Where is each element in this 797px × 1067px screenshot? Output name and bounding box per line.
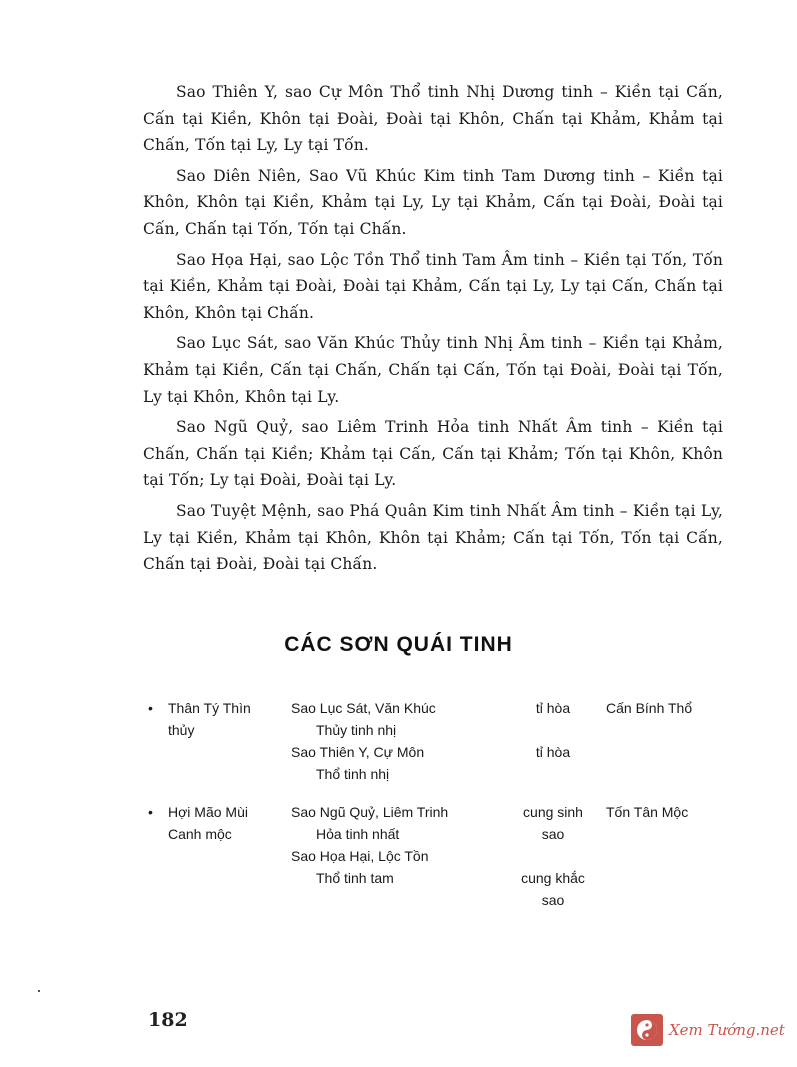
table-row xyxy=(148,801,728,921)
paragraph-hoa-hai: Sao Họa Hại, sao Lộc Tồn Thổ tinh Tam Âm tinh – Kiền tại Tốn, Tốn tại Kiền, Khảm tại Đoài, Đoài tại Khảm, Cấn tại Ly, Ly tại Cấn, Chấn tại Khôn, Khôn tại Chấn. xyxy=(143,250,723,322)
star-cell xyxy=(291,697,521,741)
mountain-cell xyxy=(148,801,288,845)
watermark-text: Xem Tướng.net xyxy=(669,1021,785,1039)
bullet: • xyxy=(148,804,153,820)
bullet: • xyxy=(148,700,153,716)
table-row xyxy=(148,697,728,807)
section-heading: CÁC SƠN QUÁI TINH xyxy=(284,633,513,656)
relation-cell xyxy=(508,867,598,911)
yin-yang-icon xyxy=(631,1014,663,1046)
star-cell xyxy=(291,845,521,889)
paragraph-ngu-quy: Sao Ngũ Quỷ, sao Liêm Trinh Hỏa tinh Nhất Âm tinh – Kiền tại Chấn, Chấn tại Kiền; Khảm tại Cấn, Cấn tại Khảm; Tốn tại Khôn, Khôn tại Tốn; Ly tại Đoài, Đoài tại Ly. xyxy=(143,418,723,490)
paragraph-luc-sat: Sao Lục Sát, sao Văn Khúc Thủy tinh Nhị Âm tinh – Kiền tại Khảm, Khảm tại Kiền, Cấn tại Chấn, Chấn tại Cấn, Tốn tại Đoài, Đoài tại Tốn, Ly tại Khôn, Khôn tại Ly. xyxy=(143,334,723,406)
relation-cell xyxy=(508,697,598,719)
relation-cell xyxy=(508,801,598,845)
relation-line: sao xyxy=(541,892,565,908)
mountain-line: Canh mộc xyxy=(168,826,232,842)
gua-cell: Cấn Bính Thổ xyxy=(606,700,693,716)
relation-line: cung sinh xyxy=(523,804,583,820)
mountain-cell xyxy=(148,697,288,741)
star-line: Thổ tinh nhị xyxy=(316,766,390,782)
relation-line: sao xyxy=(541,826,565,842)
mountain-line: thủy xyxy=(168,722,195,738)
paragraph-thien-y: Sao Thiên Y, sao Cự Môn Thổ tinh Nhị Dương tinh – Kiền tại Cấn, Cấn tại Kiền, Khôn tại Đoài, Đoài tại Khôn, Chấn tại Khảm, Khảm tại Chấn, Tốn tại Ly, Ly tại Tốn. xyxy=(143,83,723,155)
relation-cell xyxy=(508,741,598,763)
paragraph-tuyet-menh: Sao Tuyệt Mệnh, sao Phá Quân Kim tinh Nhất Âm tinh – Kiền tại Ly, Ly tại Kiền, Khảm tại Khôn, Khôn tại Khảm; Cấn tại Tốn, Tốn tại Cấn, Chấn tại Đoài, Đoài tại Chấn. xyxy=(143,501,723,574)
star-cell xyxy=(291,741,521,785)
star-line: Thổ tinh tam xyxy=(316,870,394,886)
prose-body xyxy=(143,79,723,582)
watermark xyxy=(631,1013,785,1047)
relation-line: tỉ hòa xyxy=(535,700,571,716)
relation-line: tỉ hòa xyxy=(535,744,571,760)
mountain-line: Thân Tý Thìn xyxy=(168,700,251,716)
paragraph-dien-nien: Sao Diên Niên, Sao Vũ Khúc Kim tinh Tam Dương tinh – Kiền tại Khôn, Khôn tại Kiền, Khảm tại Ly, Ly tại Khảm, Cấn tại Đoài, Đoài tại Cấn, Chấn tại Tốn, Tốn tại Chấn. xyxy=(143,166,723,238)
star-line: Sao Thiên Y, Cự Môn xyxy=(291,744,425,760)
scan-speck xyxy=(38,990,40,992)
page-number: 182 xyxy=(148,1009,188,1031)
star-line: Sao Họa Hại, Lộc Tồn xyxy=(291,848,429,864)
star-line: Sao Ngũ Quỷ, Liêm Trinh xyxy=(291,804,449,820)
star-line: Hỏa tinh nhất xyxy=(316,826,400,842)
star-cell xyxy=(291,801,521,845)
relation-line: cung khắc xyxy=(521,870,585,886)
star-line: Sao Lục Sát, Văn Khúc xyxy=(291,700,436,716)
star-line: Thủy tinh nhị xyxy=(316,722,397,738)
mountain-line: Hợi Mão Mùi xyxy=(168,804,248,820)
gua-cell: Tốn Tân Mộc xyxy=(606,804,689,820)
